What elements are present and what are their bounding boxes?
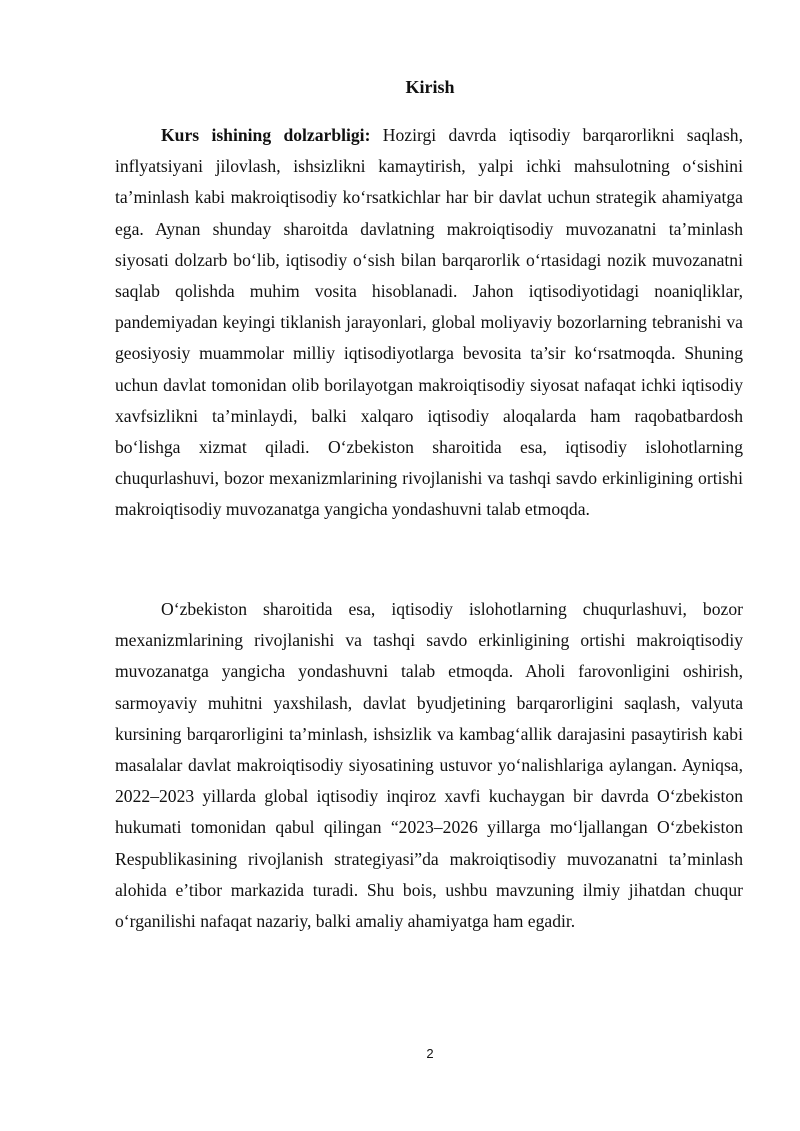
paragraph-body-text: Hozirgi davrda iqtisodiy barqarorlikni saqlash, inflyatsiyani jilovlash, ishsizlikni kamaytirish, yalpi ichki mahsulotning o‘sishini ta’minlash kabi makroiqtisodiy ko‘rsatkichlar har bir davlat uchun strategik ahamiyatga ega. Aynan shunday sharoitda davlatning makroiqtisodiy muvozanatni ta’minlash siyosati dolzarb bo‘lib, iqtisodiy o‘sish bilan barqarorlik o‘rtasidagi nozik muvozanatni saqlab qolishda muhim vosita hisoblanadi. Jahon iqtisodiyotidagi noaniqliklar, pandemiyadan keyingi tiklanish jarayonlari, global moliyaviy bozorlarning tebranishi va geosiyosiy muammolar milliy iqtisodiyotlarga bevosita ta’sir ko‘rsatmoqda. Shuning uchun davlat tomonidan olib borilayotgan makroiqtisodiy siyosat nafaqat ichki iqtisodiy xavfsizlikni ta’minlaydi, balki xalqaro iqtisodiy aloqalarda ham raqobatbardosh bo‘lishga xizmat qiladi. O‘zbekiston sharoitida esa, iqtisodiy islohotlarning chuqurlashuvi, bozor mexanizmlarining rivojlanishi va tashqi savdo erkinligining ortishi makroiqtisodiy muvozanatga yangicha yondashuvni talab etmoqda. bbox=[115, 125, 743, 520]
page-number: 2 bbox=[426, 1046, 434, 1061]
paragraph-uzbekistan-context: O‘zbekiston sharoitida esa, iqtisodiy islohotlarning chuqurlashuvi, bozor mexanizmlarining rivojlanishi va tashqi savdo erkinligining ortishi makroiqtisodiy muvozanatga yangicha yondashuvni talab etmoqda. Aholi farovonligini oshirish, sarmoyaviy muhitni yaxshilash, davlat byudjetining barqarorligini saqlash, valyuta kursining barqarorligini ta’minlash, ishsizlik va kambag‘allik darajasini pasaytirish kabi masalalar davlat makroiqtisodiy siyosatining ustuvor yo‘nalishlariga aylangan. Ayniqsa, 2022–2023 yillarda global iqtisodiy inqiroz xavfi kuchaygan bir davrda O‘zbekiston hukumati tomonidan qabul qilingan “2023–2026 yillarga mo‘ljallangan O‘zbekiston Respublikasining rivojlanish strategiyasi”da makroiqtisodiy muvozanatni ta’minlash alohida e’tibor markazida turadi. Shu bois, ushbu mavzuning ilmiy jihatdan chuqur o‘rganilishi nafaqat nazariy, balki amaliy ahamiyatga ham egadir. bbox=[115, 599, 743, 932]
section-title: Kirish bbox=[405, 77, 455, 97]
paragraph-relevance bbox=[115, 120, 743, 526]
paragraph-lead-heading: Kurs ishining dolzarbligi: bbox=[161, 125, 371, 145]
